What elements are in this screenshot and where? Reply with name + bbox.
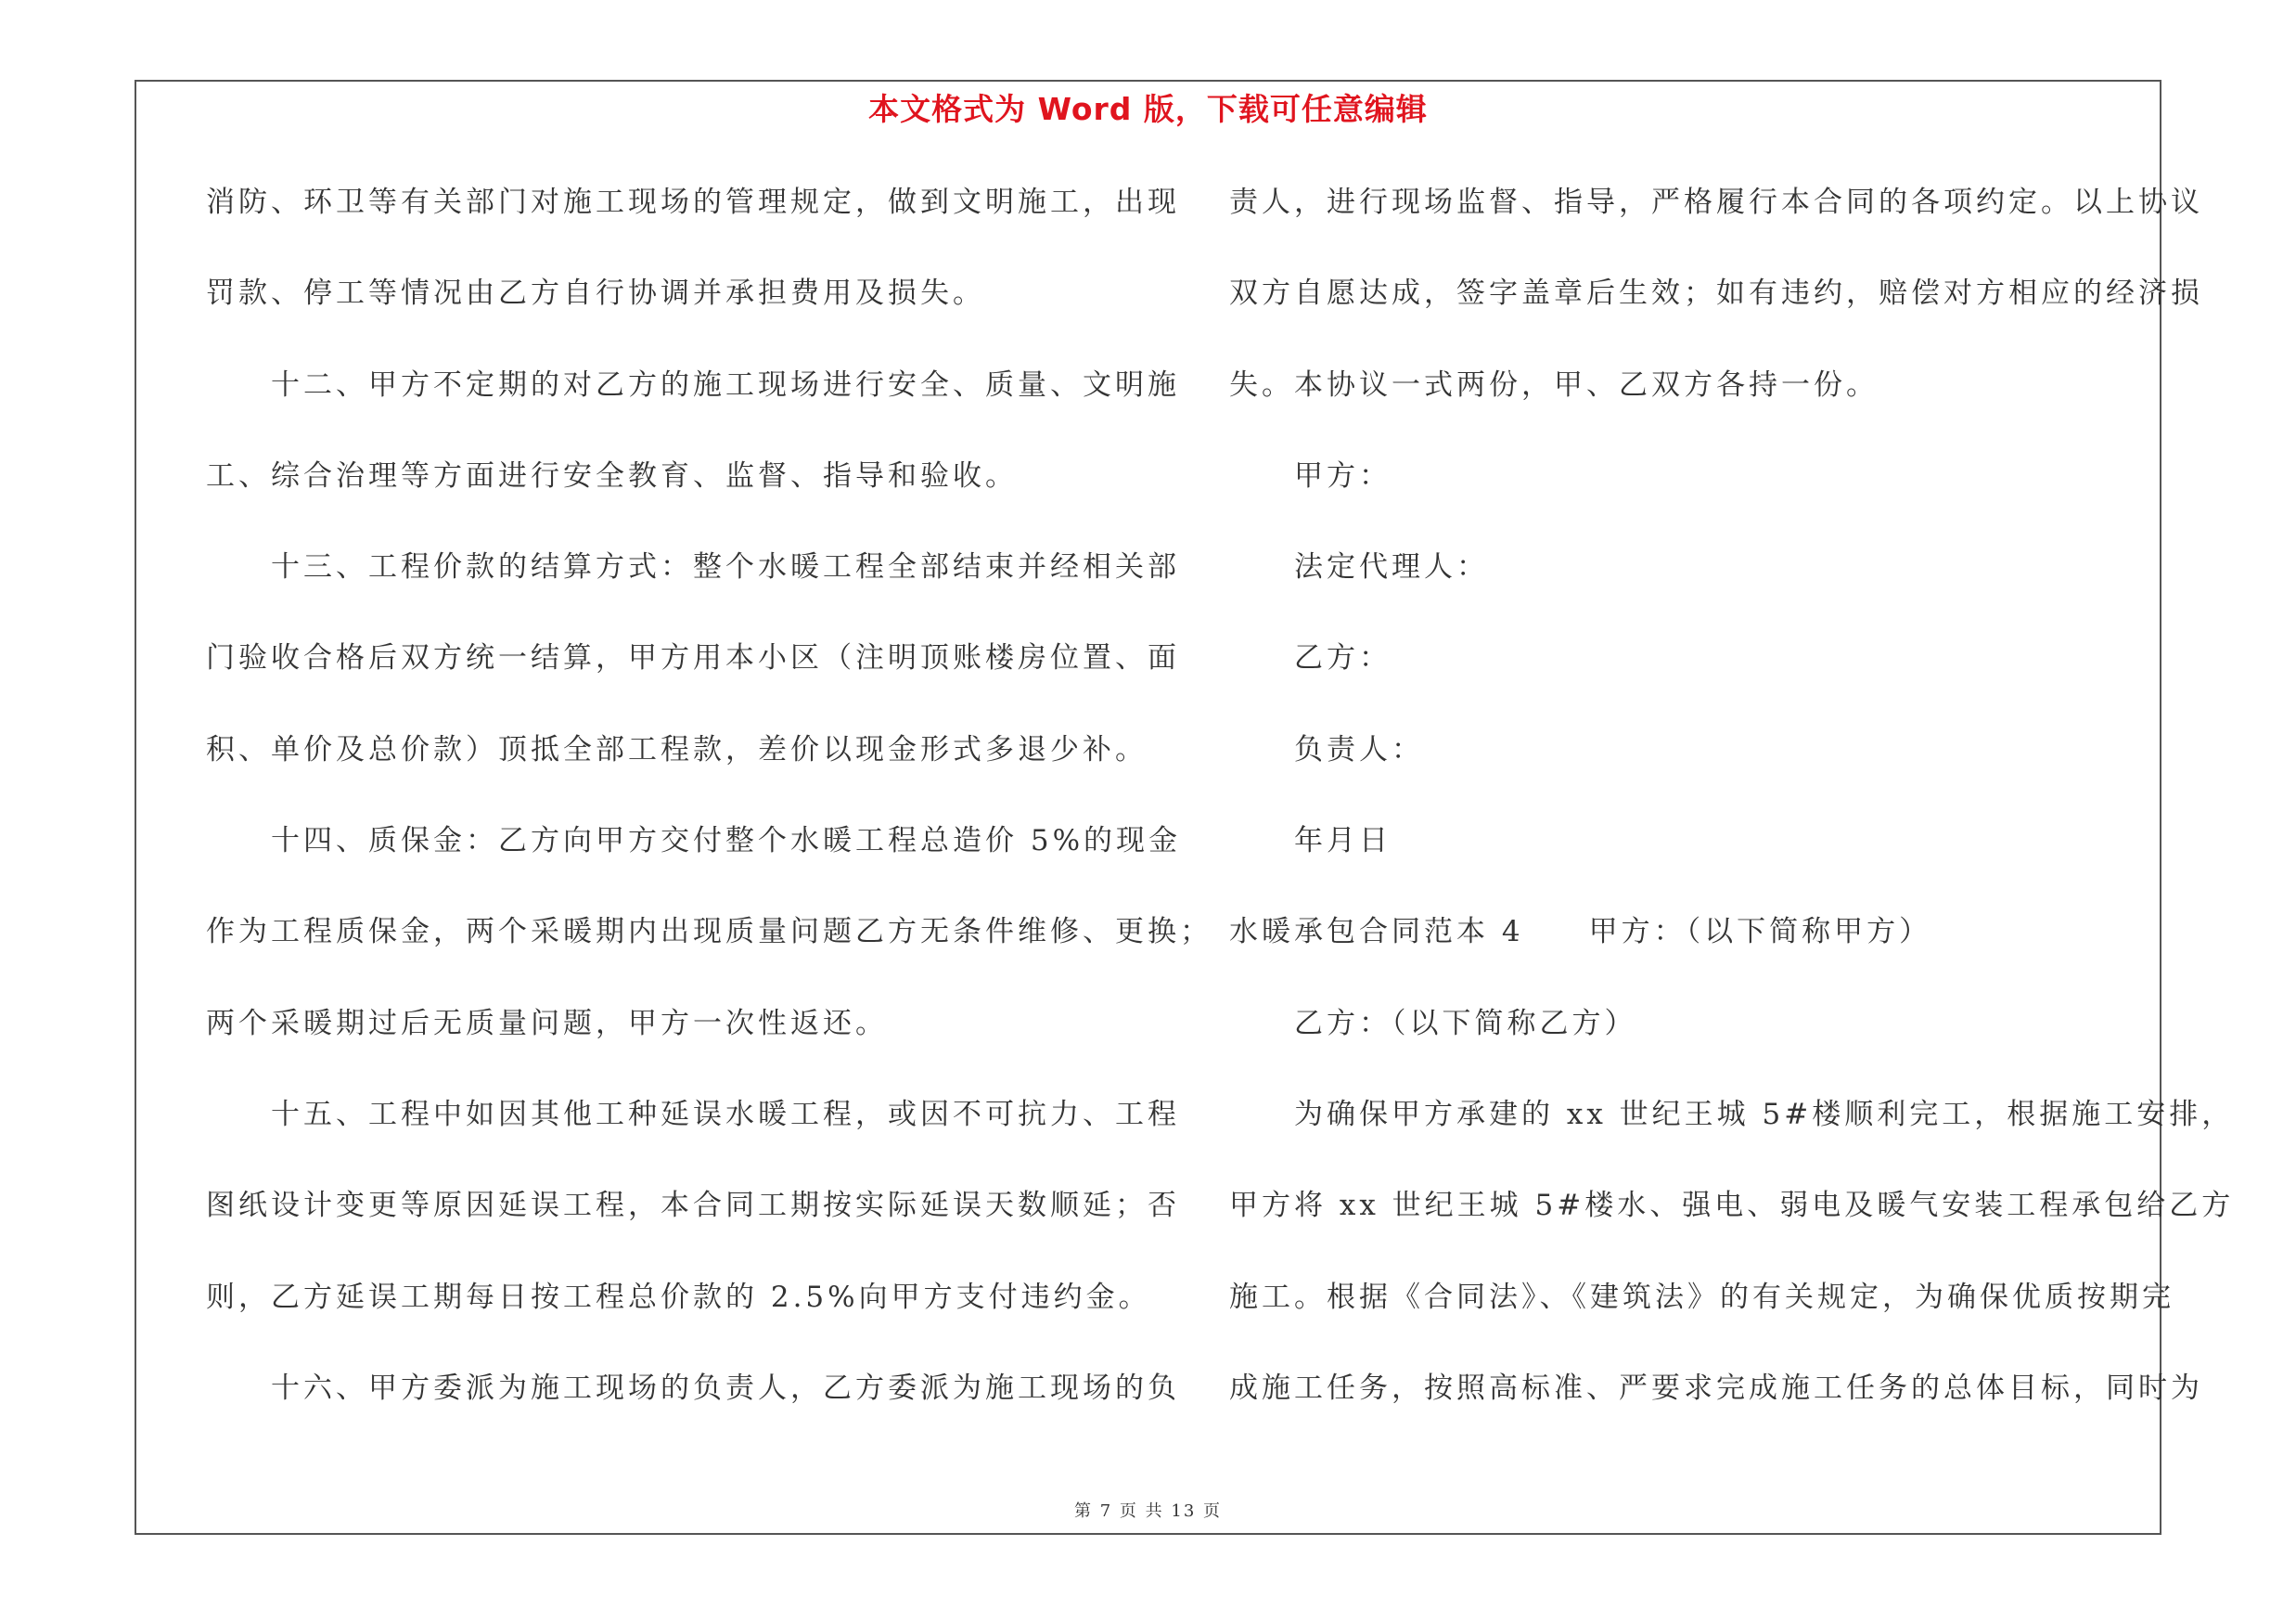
line-text: 失。本协议一式两份，甲、乙双方各持一份。 <box>1229 367 1879 402</box>
line-text: 两个采暖期过后无质量问题，甲方一次性返还。 <box>206 1006 888 1040</box>
page-footer <box>0 1498 2296 1522</box>
line-text: 则，乙方延误工期每日按工程总价款的 2.5%向甲方支付违约金。 <box>206 1280 1151 1314</box>
text-line <box>1229 1005 2175 1096</box>
line-text: 施工。根据《合同法》、《建筑法》的有关规定，为确保优质按期完 <box>1229 1280 2174 1314</box>
text-line <box>206 1187 1180 1278</box>
text-line <box>1229 457 2175 548</box>
text-line <box>1229 731 2175 822</box>
line-text: 甲方： <box>1294 458 1392 493</box>
line-text: 水暖承包合同范本 4 <box>1229 915 1524 949</box>
line-text: 十五、工程中如因其他工种延误水暖工程，或因不可抗力、工程 <box>271 1097 1180 1131</box>
text-line <box>206 913 1212 1004</box>
line-text: 十三、工程价款的结算方式：整个水暖工程全部结束并经相关部 <box>271 550 1180 585</box>
text-line <box>1229 1370 2203 1461</box>
line-text: 作为工程质保金，两个采暖期内出现质量问题乙方无条件维修、更换； <box>206 915 1212 949</box>
text-line <box>206 548 1180 639</box>
line-text: 双方自愿达成，签字盖章后生效；如有违约，赔偿对方相应的经济损 <box>1229 277 2203 311</box>
text-line <box>1229 1279 2175 1370</box>
text-line <box>206 731 1148 822</box>
line-suffix-text: 甲方：（以下简称甲方） <box>1588 915 1932 949</box>
footer-mid: 页 共 <box>1119 1501 1164 1521</box>
line-text: 门验收合格后双方统一结算，甲方用本小区（注明顶账楼房位置、面 <box>206 641 1180 676</box>
text-line <box>1229 639 2175 730</box>
line-text: 法定代理人： <box>1294 550 1489 585</box>
line-text: 乙方： <box>1294 641 1392 676</box>
line-text: 十四、质保金：乙方向甲方交付整个水暖工程总造价 5%的现金 <box>271 824 1182 858</box>
line-text: 罚款、停工等情况由乙方自行协调并承担费用及损失。 <box>206 277 985 311</box>
text-line <box>206 1005 1134 1096</box>
line-text: 年月日 <box>1294 824 1392 858</box>
line-text: 负责人： <box>1294 732 1424 766</box>
right-column <box>1229 184 2235 1461</box>
line-text: 乙方：（以下简称乙方） <box>1294 1006 1637 1040</box>
text-line <box>206 275 1134 366</box>
text-line <box>1229 822 2175 913</box>
text-line <box>206 457 1134 548</box>
format-banner: 本文格式为 Word 版，下载可任意编辑 <box>868 91 1428 127</box>
text-line <box>1229 184 2203 275</box>
left-column <box>206 184 1212 1461</box>
text-line <box>206 1279 1151 1370</box>
line-text: 十六、甲方委派为施工现场的负责人，乙方委派为施工现场的负 <box>271 1371 1180 1405</box>
line-text: 甲方将 xx 世纪王城 5#楼水、强电、弱电及暖气安装工程承包给乙方 <box>1229 1189 2235 1223</box>
text-line <box>206 367 1180 457</box>
footer-prefix: 第 <box>1073 1501 1093 1521</box>
text-line <box>1229 367 2175 457</box>
text-line <box>1229 1096 2235 1187</box>
text-line <box>206 184 1180 275</box>
line-text: 责人，进行现场监督、指导，严格履行本合同的各项约定。以上协议 <box>1229 186 2203 219</box>
line-text: 成施工任务，按照高标准、严要求完成施工任务的总体目标，同时为 <box>1229 1371 2203 1405</box>
line-text: 十二、甲方不定期的对乙方的施工现场进行安全、质量、文明施 <box>271 367 1180 402</box>
current-page-number: 7 <box>1099 1501 1113 1521</box>
text-line <box>206 1096 1180 1187</box>
line-text: 图纸设计变更等原因延误工程，本合同工期按实际延误天数顺延；否 <box>206 1189 1180 1223</box>
text-line <box>206 1370 1180 1461</box>
footer-suffix: 页 <box>1203 1501 1223 1521</box>
text-line <box>206 822 1182 913</box>
text-line <box>1229 913 2175 1004</box>
text-line <box>1229 548 2175 639</box>
line-text: 为确保甲方承建的 xx 世纪王城 5#楼顺利完工，根据施工安排， <box>1294 1097 2235 1131</box>
line-text: 积、单价及总价款）顶抵全部工程款，差价以现金形式多退少补。 <box>206 732 1148 766</box>
line-text: 消防、环卫等有关部门对施工现场的管理规定，做到文明施工，出现 <box>206 186 1180 219</box>
line-text: 工、综合治理等方面进行安全教育、监督、指导和验收。 <box>206 458 1018 493</box>
text-line <box>206 639 1180 730</box>
text-line <box>1229 1187 2235 1278</box>
text-line <box>1229 275 2203 366</box>
total-page-count: 13 <box>1171 1501 1197 1521</box>
